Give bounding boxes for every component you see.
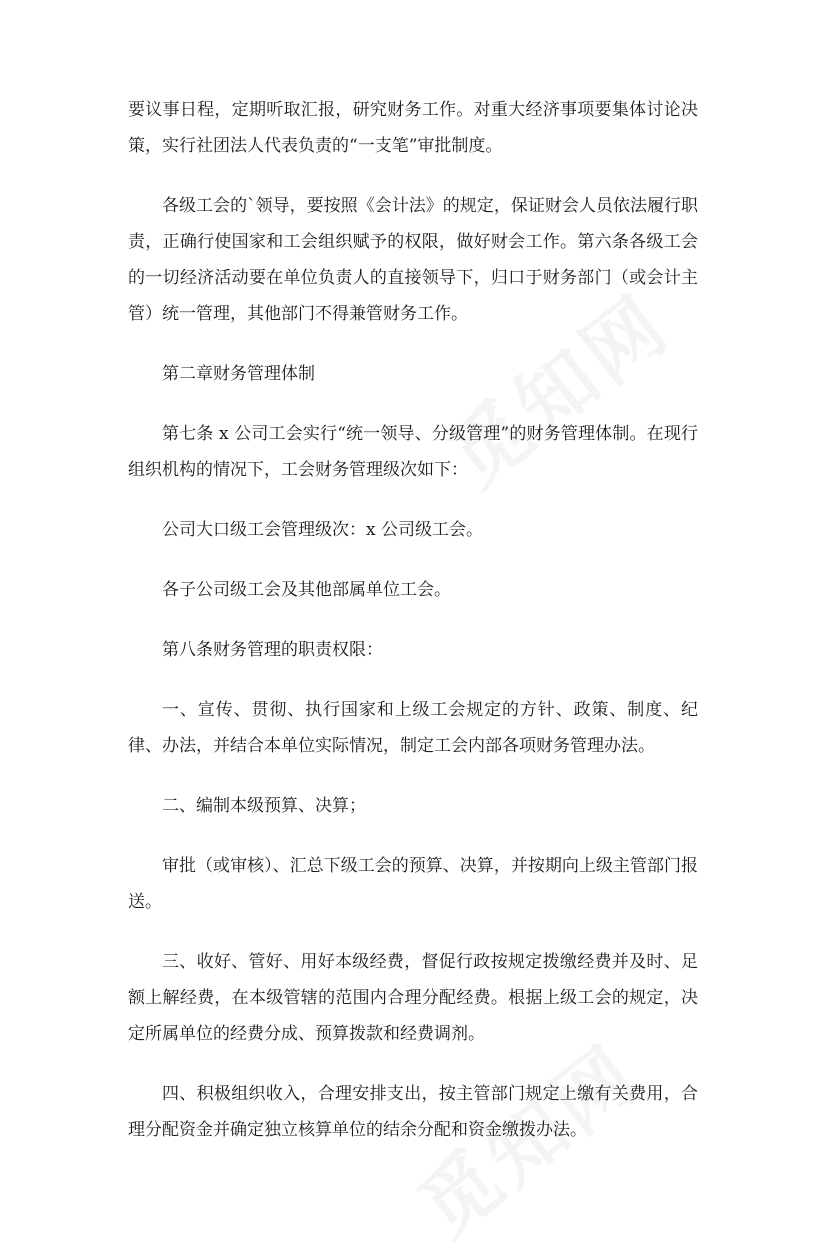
chapter-heading: 第二章财务管理体制: [162, 364, 315, 384]
document-body: [128, 92, 698, 1172]
paragraph: 二、编制本级预算、决算；: [162, 796, 366, 816]
paragraph: 公司大口级工会管理级次：x 公司级工会。: [162, 520, 483, 540]
paragraph: 第七条 x 公司工会实行“统一领导、分级管理”的财务管理体制。在现行组织机构的情况下，工会财务管理级次如下：: [128, 424, 698, 480]
paragraph: 各级工会的`领导，要按照《会计法》的规定，保证财会人员依法履行职责，正确行使国家和工会组织赋予的权限，做好财会工作。第六条各级工会的一切经济活动要在单位负责人的直接领导下，归口于财务部门（或会计主管）统一管理，其他部门不得兼管财务工作。: [128, 196, 698, 324]
paragraph: 各子公司级工会及其他部属单位工会。: [162, 580, 451, 600]
paragraph: 审批（或审核）、汇总下级工会的预算、决算，并按期向上级主管部门报送。: [128, 856, 698, 912]
paragraph: 第八条财务管理的职责权限：: [162, 640, 383, 660]
paragraph: 要议事日程，定期听取汇报，研究财务工作。对重大经济事项要集体讨论决策，实行社团法人代表负责的“一支笔”审批制度。: [128, 100, 698, 156]
paragraph: 三、收好、管好、用好本级经费，督促行政按规定拨缴经费并及时、足额上解经费，在本级管辖的范围内合理分配经费。根据上级工会的规定，决定所属单位的经费分成、预算拨款和经费调剂。: [128, 952, 698, 1044]
paragraph: 四、积极组织收入，合理安排支出，按主管部门规定上缴有关费用，合理分配资金并确定独立核算单位的结余分配和资金缴拨办法。: [128, 1084, 698, 1140]
paragraph: 一、宣传、贯彻、执行国家和上级工会规定的方针、政策、制度、纪律、办法，并结合本单位实际情况，制定工会内部各项财务管理办法。: [128, 700, 698, 756]
